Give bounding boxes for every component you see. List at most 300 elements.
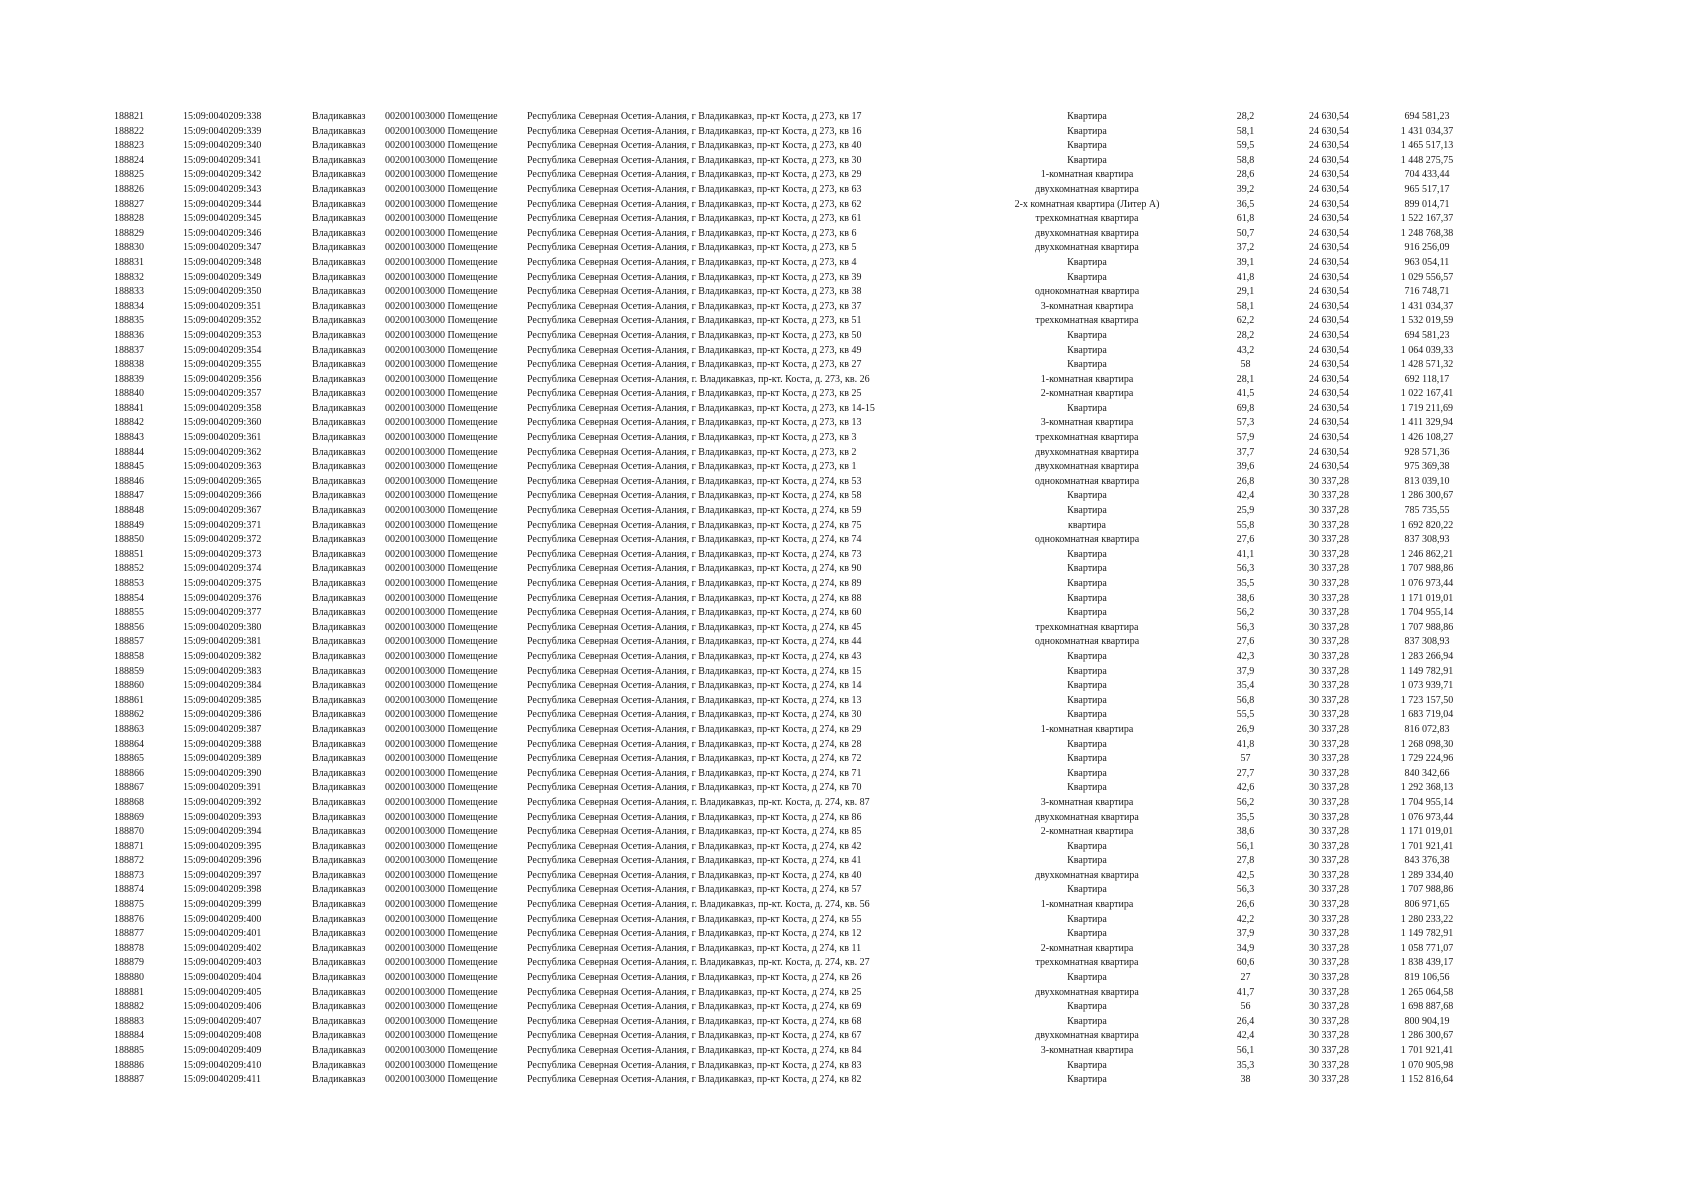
cell-city: Владикавказ <box>312 636 366 648</box>
cell-area: 37,7 <box>1236 446 1255 458</box>
cell-cadastral-value: 840 342,66 <box>1404 767 1450 779</box>
cell-area: 27,6 <box>1236 534 1255 546</box>
cell-object-type: 002001003000 Помещение <box>385 782 498 794</box>
cell-unit-cost: 24 630,54 <box>1309 227 1349 239</box>
cell-address: Республика Северная Осетия-Алания, г Владикавказ, пр-кт Коста, д 274, кв 58 <box>527 490 862 502</box>
cell-row-number: 188848 <box>114 505 144 517</box>
cell-city: Владикавказ <box>312 607 366 619</box>
cell-cadastral-value: 1 076 973,44 <box>1400 578 1454 589</box>
cell-area: 35,4 <box>1236 680 1255 692</box>
cell-cadastral-value: 1 838 439,17 <box>1400 957 1454 969</box>
cell-unit-cost: 24 630,54 <box>1309 183 1349 195</box>
cell-object-type: 002001003000 Помещение <box>385 972 498 984</box>
table-row <box>114 285 1470 300</box>
cell-cadastral-number: 15:09:0040209:392 <box>183 796 262 808</box>
cell-premises-description: 1-комнатная квартира <box>1040 169 1134 181</box>
cell-premises-description: двухкомнатная квартира <box>1035 1030 1139 1042</box>
cell-city: Владикавказ <box>312 329 366 341</box>
cell-address: Республика Северная Осетия-Алания, г Владикавказ, пр-кт Коста, д 274, кв 89 <box>527 578 862 589</box>
cell-row-number: 188873 <box>114 869 144 881</box>
cell-premises-description: Квартира <box>1067 1015 1107 1027</box>
cell-cadastral-number: 15:09:0040209:390 <box>183 767 262 779</box>
cell-city: Владикавказ <box>312 271 366 283</box>
cell-area: 41,8 <box>1236 738 1255 750</box>
table-row <box>114 1059 1470 1074</box>
cell-cadastral-value: 1 411 329,94 <box>1400 417 1454 429</box>
cell-cadastral-number: 15:09:0040209:402 <box>183 942 262 954</box>
table-row <box>114 344 1470 359</box>
cell-object-type: 002001003000 Помещение <box>385 111 498 122</box>
cell-cadastral-value: 1 283 266,94 <box>1400 650 1454 662</box>
cell-unit-cost: 30 337,28 <box>1309 972 1349 984</box>
table-row <box>114 241 1470 256</box>
cell-object-type: 002001003000 Помещение <box>385 563 498 575</box>
cell-premises-description: трехкомнатная квартира <box>1035 315 1139 327</box>
cell-row-number: 188874 <box>114 884 144 896</box>
cell-cadastral-number: 15:09:0040209:387 <box>183 723 262 735</box>
cell-premises-description: Квартира <box>1067 1074 1107 1086</box>
cell-city: Владикавказ <box>312 578 366 589</box>
cell-row-number: 188836 <box>114 329 144 341</box>
cell-object-type: 002001003000 Помещение <box>385 957 498 969</box>
cell-unit-cost: 30 337,28 <box>1309 548 1349 560</box>
cell-premises-description: 2-х комнатная квартира (Литер А) <box>1014 198 1160 210</box>
cell-unit-cost: 30 337,28 <box>1309 1015 1349 1027</box>
cell-area: 27,7 <box>1236 767 1255 779</box>
table-row <box>114 504 1470 519</box>
cell-address: Республика Северная Осетия-Алания, г Владикавказ, пр-кт Коста, д 274, кв 12 <box>527 928 862 940</box>
cell-area: 42,4 <box>1236 490 1255 502</box>
cell-area: 42,4 <box>1236 1030 1255 1042</box>
cell-cadastral-value: 1 022 167,41 <box>1400 388 1454 400</box>
cell-premises-description: Квартира <box>1067 913 1107 925</box>
cell-address: Республика Северная Осетия-Алания, г Владикавказ, пр-кт Коста, д 273, кв 62 <box>527 198 862 210</box>
cell-address: Республика Северная Осетия-Алания, г Владикавказ, пр-кт Коста, д 274, кв 40 <box>527 869 862 881</box>
cell-area: 42,5 <box>1236 869 1255 881</box>
cell-cadastral-value: 800 904,19 <box>1404 1015 1450 1027</box>
cell-unit-cost: 30 337,28 <box>1309 1001 1349 1013</box>
cell-row-number: 188833 <box>114 286 144 298</box>
table-row <box>114 913 1470 928</box>
cell-object-type: 002001003000 Помещение <box>385 388 498 400</box>
cell-cadastral-number: 15:09:0040209:377 <box>183 607 262 619</box>
cell-cadastral-number: 15:09:0040209:388 <box>183 738 262 750</box>
table-row <box>114 1029 1470 1044</box>
cell-cadastral-number: 15:09:0040209:362 <box>183 446 262 458</box>
cell-cadastral-number: 15:09:0040209:400 <box>183 913 262 925</box>
cell-object-type: 002001003000 Помещение <box>385 826 498 838</box>
cell-cadastral-value: 1 029 556,57 <box>1400 271 1454 283</box>
table-row <box>114 475 1470 490</box>
cell-city: Владикавказ <box>312 154 366 166</box>
cell-cadastral-number: 15:09:0040209:346 <box>183 227 262 239</box>
cell-premises-description: Квартира <box>1067 665 1107 677</box>
cell-area: 35,3 <box>1236 1059 1255 1071</box>
cell-unit-cost: 30 337,28 <box>1309 986 1349 998</box>
table-row <box>114 1073 1470 1088</box>
cell-city: Владикавказ <box>312 475 366 487</box>
cell-unit-cost: 24 630,54 <box>1309 140 1349 152</box>
cell-area: 50,7 <box>1236 227 1255 239</box>
cell-address: Республика Северная Осетия-Алания, г Владикавказ, пр-кт Коста, д 274, кв 68 <box>527 1015 862 1027</box>
cell-cadastral-value: 1 701 921,41 <box>1400 1045 1454 1056</box>
cell-area: 36,5 <box>1236 198 1255 210</box>
cell-cadastral-value: 1 076 973,44 <box>1400 811 1454 823</box>
cell-object-type: 002001003000 Помещение <box>385 154 498 166</box>
cell-unit-cost: 24 630,54 <box>1309 359 1349 371</box>
cell-object-type: 002001003000 Помещение <box>385 694 498 706</box>
cell-area: 28,2 <box>1236 329 1255 341</box>
cell-area: 37,9 <box>1236 928 1255 940</box>
cell-object-type: 002001003000 Помещение <box>385 271 498 283</box>
cell-cadastral-number: 15:09:0040209:365 <box>183 475 262 487</box>
cell-cadastral-number: 15:09:0040209:343 <box>183 183 262 195</box>
cell-area: 62,2 <box>1236 315 1255 327</box>
cell-cadastral-value: 1 707 988,86 <box>1400 563 1454 575</box>
cell-row-number: 188826 <box>114 183 144 195</box>
cell-area: 58 <box>1240 359 1251 371</box>
cell-object-type: 002001003000 Помещение <box>385 1030 498 1042</box>
cell-object-type: 002001003000 Помещение <box>385 709 498 721</box>
cell-cadastral-number: 15:09:0040209:411 <box>183 1074 261 1086</box>
cell-premises-description: Квартира <box>1067 694 1107 706</box>
cell-city: Владикавказ <box>312 227 366 239</box>
cell-row-number: 188830 <box>114 242 144 254</box>
cell-area: 41,7 <box>1236 986 1255 998</box>
table-row <box>114 854 1470 869</box>
cell-area: 55,5 <box>1236 709 1255 721</box>
cell-address: Республика Северная Осетия-Алания, г Владикавказ, пр-кт Коста, д 274, кв 30 <box>527 709 862 721</box>
cell-area: 38 <box>1240 1074 1251 1086</box>
table-row <box>114 329 1470 344</box>
cell-row-number: 188838 <box>114 359 144 371</box>
cell-cadastral-value: 1 280 233,22 <box>1400 913 1454 925</box>
cell-unit-cost: 30 337,28 <box>1309 811 1349 823</box>
cell-row-number: 188832 <box>114 271 144 283</box>
cell-city: Владикавказ <box>312 242 366 254</box>
cell-address: Республика Северная Осетия-Алания, г Владикавказ, пр-кт Коста, д 274, кв 86 <box>527 811 862 823</box>
cell-address: Республика Северная Осетия-Алания, г Владикавказ, пр-кт Коста, д 274, кв 60 <box>527 607 862 619</box>
cell-area: 56,3 <box>1236 621 1255 633</box>
cell-address: Республика Северная Осетия-Алания, г Владикавказ, пр-кт Коста, д 274, кв 26 <box>527 972 862 984</box>
cell-city: Владикавказ <box>312 650 366 662</box>
cell-cadastral-value: 1 073 939,71 <box>1400 680 1454 692</box>
cell-unit-cost: 30 337,28 <box>1309 490 1349 502</box>
cell-unit-cost: 30 337,28 <box>1309 1045 1349 1056</box>
cell-object-type: 002001003000 Помещение <box>385 490 498 502</box>
cell-cadastral-number: 15:09:0040209:347 <box>183 242 262 254</box>
cell-cadastral-value: 1 265 064,58 <box>1400 986 1454 998</box>
cell-cadastral-number: 15:09:0040209:410 <box>183 1059 262 1071</box>
cell-object-type: 002001003000 Помещение <box>385 432 498 444</box>
cell-cadastral-number: 15:09:0040209:385 <box>183 694 262 706</box>
cell-row-number: 188835 <box>114 315 144 327</box>
cell-object-type: 002001003000 Помещение <box>385 636 498 648</box>
table-row <box>114 212 1470 227</box>
cell-unit-cost: 24 630,54 <box>1309 154 1349 166</box>
cell-object-type: 002001003000 Помещение <box>385 767 498 779</box>
cell-address: Республика Северная Осетия-Алания, г Владикавказ, пр-кт Коста, д 274, кв 45 <box>527 621 862 633</box>
cell-premises-description: Квартира <box>1067 578 1107 589</box>
cell-cadastral-number: 15:09:0040209:358 <box>183 402 262 414</box>
cell-cadastral-number: 15:09:0040209:389 <box>183 753 262 765</box>
cell-cadastral-value: 1 704 955,14 <box>1400 607 1454 619</box>
cell-premises-description: Квартира <box>1067 767 1107 779</box>
cell-cadastral-value: 1 070 905,98 <box>1400 1059 1454 1071</box>
table-row <box>114 314 1470 329</box>
cell-cadastral-value: 1 058 771,07 <box>1400 942 1454 954</box>
cell-premises-description: Квартира <box>1067 271 1107 283</box>
cell-cadastral-number: 15:09:0040209:345 <box>183 213 262 225</box>
cell-area: 26,4 <box>1236 1015 1255 1027</box>
cell-object-type: 002001003000 Помещение <box>385 811 498 823</box>
cell-address: Республика Северная Осетия-Алания, г. Владикавказ, пр-кт. Коста, д. 274, кв. 56 <box>527 899 870 911</box>
cell-cadastral-value: 806 971,65 <box>1404 899 1450 911</box>
cell-premises-description: Квартира <box>1067 111 1107 122</box>
cell-cadastral-number: 15:09:0040209:386 <box>183 709 262 721</box>
cell-cadastral-number: 15:09:0040209:398 <box>183 884 262 896</box>
cell-cadastral-number: 15:09:0040209:383 <box>183 665 262 677</box>
cell-address: Республика Северная Осетия-Алания, г Владикавказ, пр-кт Коста, д 274, кв 73 <box>527 548 862 560</box>
table-row <box>114 110 1470 125</box>
cell-cadastral-value: 1 707 988,86 <box>1400 884 1454 896</box>
table-row <box>114 548 1470 563</box>
table-row <box>114 1015 1470 1030</box>
cell-cadastral-value: 1 428 571,32 <box>1400 359 1454 371</box>
cell-row-number: 188880 <box>114 972 144 984</box>
cell-cadastral-number: 15:09:0040209:373 <box>183 548 262 560</box>
cell-cadastral-value: 1 171 019,01 <box>1400 592 1454 604</box>
table-row <box>114 679 1470 694</box>
cell-row-number: 188843 <box>114 432 144 444</box>
table-row <box>114 446 1470 461</box>
cell-area: 56,2 <box>1236 796 1255 808</box>
cell-premises-description: двухкомнатная квартира <box>1035 986 1139 998</box>
cell-object-type: 002001003000 Помещение <box>385 650 498 662</box>
cell-row-number: 188842 <box>114 417 144 429</box>
cell-city: Владикавказ <box>312 942 366 954</box>
cell-row-number: 188866 <box>114 767 144 779</box>
cell-area: 29,1 <box>1236 286 1255 298</box>
cell-row-number: 188822 <box>114 125 144 137</box>
cell-city: Владикавказ <box>312 767 366 779</box>
cell-city: Владикавказ <box>312 169 366 181</box>
cell-premises-description: 3-комнатная квартира <box>1040 1045 1134 1056</box>
cell-unit-cost: 30 337,28 <box>1309 534 1349 546</box>
cell-row-number: 188872 <box>114 855 144 867</box>
cell-address: Республика Северная Осетия-Алания, г Владикавказ, пр-кт Коста, д 274, кв 84 <box>527 1045 862 1056</box>
table-row <box>114 533 1470 548</box>
cell-cadastral-value: 1 246 862,21 <box>1400 548 1454 560</box>
cell-cadastral-value: 837 308,93 <box>1404 636 1450 648</box>
cell-cadastral-value: 1 248 768,38 <box>1400 227 1454 239</box>
cell-cadastral-number: 15:09:0040209:375 <box>183 578 262 589</box>
cell-row-number: 188884 <box>114 1030 144 1042</box>
cell-area: 28,2 <box>1236 111 1255 122</box>
cell-row-number: 188828 <box>114 213 144 225</box>
cell-city: Владикавказ <box>312 183 366 195</box>
cell-area: 58,1 <box>1236 300 1255 312</box>
cell-row-number: 188852 <box>114 563 144 575</box>
cell-premises-description: Квартира <box>1067 650 1107 662</box>
cell-row-number: 188856 <box>114 621 144 633</box>
cell-premises-description: Квартира <box>1067 344 1107 356</box>
cell-premises-description: 2-комнатная квартира <box>1040 388 1134 400</box>
cell-unit-cost: 30 337,28 <box>1309 650 1349 662</box>
cell-city: Владикавказ <box>312 738 366 750</box>
cell-object-type: 002001003000 Помещение <box>385 1059 498 1071</box>
cell-cadastral-number: 15:09:0040209:355 <box>183 359 262 371</box>
table-row <box>114 402 1470 417</box>
table-row <box>114 154 1470 169</box>
table-row <box>114 869 1470 884</box>
cell-unit-cost: 24 630,54 <box>1309 125 1349 137</box>
cell-object-type: 002001003000 Помещение <box>385 227 498 239</box>
cell-city: Владикавказ <box>312 446 366 458</box>
cell-unit-cost: 30 337,28 <box>1309 519 1349 531</box>
cell-premises-description: Квартира <box>1067 140 1107 152</box>
cell-object-type: 002001003000 Помещение <box>385 125 498 137</box>
table-row <box>114 767 1470 782</box>
cell-city: Владикавказ <box>312 665 366 677</box>
table-row <box>114 781 1470 796</box>
cell-row-number: 188844 <box>114 446 144 458</box>
cell-row-number: 188860 <box>114 680 144 692</box>
cell-cadastral-value: 1 292 368,13 <box>1400 782 1454 794</box>
cell-address: Республика Северная Осетия-Алания, г Владикавказ, пр-кт Коста, д 273, кв 4 <box>527 256 857 268</box>
cell-city: Владикавказ <box>312 111 366 122</box>
cell-cadastral-number: 15:09:0040209:408 <box>183 1030 262 1042</box>
cell-premises-description: Квартира <box>1067 329 1107 341</box>
cell-cadastral-number: 15:09:0040209:384 <box>183 680 262 692</box>
cell-address: Республика Северная Осетия-Алания, г Владикавказ, пр-кт Коста, д 274, кв 88 <box>527 592 862 604</box>
cell-unit-cost: 24 630,54 <box>1309 315 1349 327</box>
cell-cadastral-value: 1 707 988,86 <box>1400 621 1454 633</box>
cell-cadastral-number: 15:09:0040209:357 <box>183 388 262 400</box>
cell-row-number: 188837 <box>114 344 144 356</box>
cell-object-type: 002001003000 Помещение <box>385 665 498 677</box>
cell-row-number: 188878 <box>114 942 144 954</box>
table-row <box>114 460 1470 475</box>
cell-unit-cost: 30 337,28 <box>1309 592 1349 604</box>
cell-cadastral-value: 1 723 157,50 <box>1400 694 1454 706</box>
table-row <box>114 956 1470 971</box>
cell-address: Республика Северная Осетия-Алания, г Владикавказ, пр-кт Коста, д 274, кв 85 <box>527 826 862 838</box>
cell-cadastral-value: 1 426 108,27 <box>1400 432 1454 444</box>
cell-area: 61,8 <box>1236 213 1255 225</box>
cell-object-type: 002001003000 Помещение <box>385 1015 498 1027</box>
cell-unit-cost: 30 337,28 <box>1309 899 1349 911</box>
table-row <box>114 694 1470 709</box>
cell-city: Владикавказ <box>312 359 366 371</box>
cell-address: Республика Северная Осетия-Алания, г Владикавказ, пр-кт Коста, д 274, кв 59 <box>527 505 862 517</box>
cell-area: 42,6 <box>1236 782 1255 794</box>
cell-city: Владикавказ <box>312 913 366 925</box>
cell-city: Владикавказ <box>312 300 366 312</box>
cell-premises-description: трехкомнатная квартира <box>1035 621 1139 633</box>
cell-premises-description: Квартира <box>1067 972 1107 984</box>
cell-area: 39,1 <box>1236 256 1255 268</box>
cell-unit-cost: 30 337,28 <box>1309 694 1349 706</box>
table-row <box>114 198 1470 213</box>
cell-premises-description: 2-комнатная квартира <box>1040 942 1134 954</box>
table-row <box>114 927 1470 942</box>
cell-cadastral-number: 15:09:0040209:341 <box>183 154 262 166</box>
cell-cadastral-number: 15:09:0040209:401 <box>183 928 262 940</box>
cell-premises-description: Квартира <box>1067 1001 1107 1013</box>
cell-cadastral-value: 694 581,23 <box>1404 329 1450 341</box>
cell-city: Владикавказ <box>312 869 366 881</box>
cell-premises-description: 3-комнатная квартира <box>1040 796 1134 808</box>
cell-unit-cost: 30 337,28 <box>1309 475 1349 487</box>
table-row <box>114 168 1470 183</box>
cell-premises-description: 2-комнатная квартира <box>1040 826 1134 838</box>
cell-address: Республика Северная Осетия-Алания, г Владикавказ, пр-кт Коста, д 274, кв 69 <box>527 1001 862 1013</box>
cell-cadastral-number: 15:09:0040209:407 <box>183 1015 262 1027</box>
cell-area: 69,8 <box>1236 402 1255 414</box>
table-row <box>114 606 1470 621</box>
cell-cadastral-value: 813 039,10 <box>1404 475 1450 487</box>
cell-city: Владикавказ <box>312 563 366 575</box>
cell-cadastral-value: 1 286 300,67 <box>1400 1030 1454 1042</box>
cell-object-type: 002001003000 Помещение <box>385 519 498 531</box>
cell-premises-description: Квартира <box>1067 738 1107 750</box>
cell-cadastral-value: 692 118,17 <box>1404 373 1450 385</box>
cell-object-type: 002001003000 Помещение <box>385 461 498 473</box>
cell-city: Владикавказ <box>312 1045 366 1056</box>
cell-unit-cost: 30 337,28 <box>1309 1059 1349 1071</box>
cell-area: 41,1 <box>1236 548 1255 560</box>
cell-cadastral-number: 15:09:0040209:393 <box>183 811 262 823</box>
cell-unit-cost: 30 337,28 <box>1309 738 1349 750</box>
cell-address: Республика Северная Осетия-Алания, г Владикавказ, пр-кт Коста, д 273, кв 13 <box>527 417 862 429</box>
cell-city: Владикавказ <box>312 840 366 852</box>
table-row <box>114 139 1470 154</box>
table-row <box>114 416 1470 431</box>
cell-row-number: 188881 <box>114 986 144 998</box>
cell-cadastral-number: 15:09:0040209:372 <box>183 534 262 546</box>
cell-address: Республика Северная Осетия-Алания, г Владикавказ, пр-кт Коста, д 273, кв 63 <box>527 183 862 195</box>
cell-row-number: 188846 <box>114 475 144 487</box>
cell-city: Владикавказ <box>312 198 366 210</box>
cell-object-type: 002001003000 Помещение <box>385 534 498 546</box>
cell-area: 26,8 <box>1236 475 1255 487</box>
cell-cadastral-value: 965 517,17 <box>1404 183 1450 195</box>
cell-unit-cost: 24 630,54 <box>1309 432 1349 444</box>
cell-city: Владикавказ <box>312 388 366 400</box>
cell-row-number: 188859 <box>114 665 144 677</box>
cell-unit-cost: 24 630,54 <box>1309 198 1349 210</box>
cell-row-number: 188840 <box>114 388 144 400</box>
cell-premises-description: двухкомнатная квартира <box>1035 811 1139 823</box>
cell-cadastral-number: 15:09:0040209:352 <box>183 315 262 327</box>
cell-premises-description: Квартира <box>1067 782 1107 794</box>
cell-cadastral-value: 785 735,55 <box>1404 505 1450 517</box>
cell-unit-cost: 24 630,54 <box>1309 213 1349 225</box>
cell-cadastral-value: 1 465 517,13 <box>1400 140 1454 152</box>
table-row <box>114 898 1470 913</box>
cell-premises-description: Квартира <box>1067 709 1107 721</box>
cell-area: 38,6 <box>1236 592 1255 604</box>
table-row <box>114 811 1470 826</box>
cell-area: 43,2 <box>1236 344 1255 356</box>
cell-cadastral-number: 15:09:0040209:350 <box>183 286 262 298</box>
cell-row-number: 188857 <box>114 636 144 648</box>
cell-address: Республика Северная Осетия-Алания, г Владикавказ, пр-кт Коста, д 274, кв 90 <box>527 563 862 575</box>
table-row <box>114 1000 1470 1015</box>
cell-object-type: 002001003000 Помещение <box>385 738 498 750</box>
cell-area: 41,5 <box>1236 388 1255 400</box>
